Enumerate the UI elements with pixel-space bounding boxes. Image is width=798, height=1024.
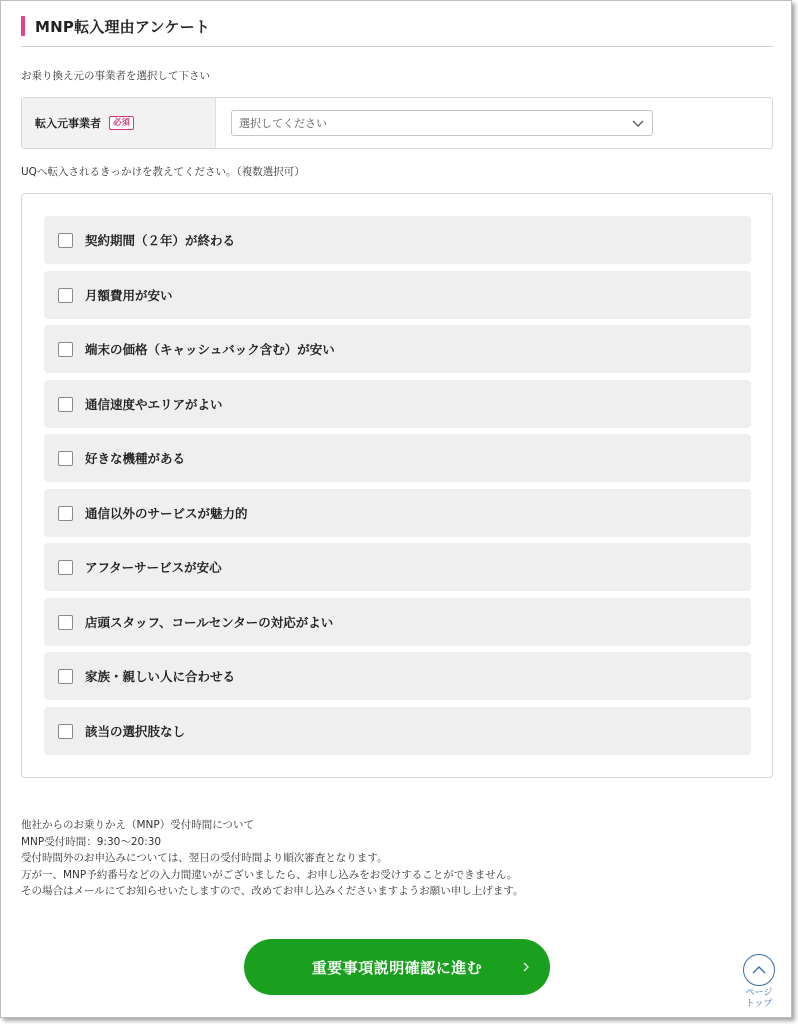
- notice-line: 他社からのお乗りかえ（MNP）受付時間について: [21, 819, 255, 831]
- reason-option[interactable]: [44, 434, 751, 482]
- chevron-right-icon: [520, 960, 532, 974]
- mnp-hours-notice: [21, 817, 761, 900]
- carrier-field-row: [21, 97, 773, 149]
- reason-option-label: 月額費用が安い: [85, 288, 173, 303]
- checkbox[interactable]: [58, 397, 73, 412]
- checkbox[interactable]: [58, 342, 73, 357]
- notice-line: 受付時間外のお申込みについては、翌日の受付時間より順次審査となります。: [21, 852, 388, 864]
- carrier-select[interactable]: [231, 110, 653, 136]
- reason-option-label: 該当の選択肢なし: [85, 724, 186, 739]
- reason-option[interactable]: [44, 271, 751, 319]
- checkbox[interactable]: [58, 669, 73, 684]
- carrier-field-label: 転入元事業者: [35, 117, 101, 130]
- proceed-button[interactable]: [244, 939, 550, 995]
- notice-line: その場合はメールにてお知らせいたしますので、改めてお申し込みくださいますようお願い申し上げます。: [21, 885, 524, 897]
- reason-option-label: 通信以外のサービスが魅力的: [85, 506, 248, 521]
- reason-option-label: 店頭スタッフ、コールセンターの対応がよい: [85, 615, 334, 630]
- chevron-down-icon: [631, 116, 645, 130]
- page-top-circle: [743, 954, 775, 986]
- page-title: MNP転入理由アンケート: [35, 18, 210, 36]
- reason-option-label: 好きな機種がある: [85, 451, 186, 466]
- page-top-label-line2: トップ: [745, 999, 773, 1009]
- carrier-prompt: お乗り換え元の事業者を選択して下さい: [21, 70, 210, 82]
- reason-option[interactable]: [44, 380, 751, 428]
- checkbox[interactable]: [58, 724, 73, 739]
- reason-options-panel: [21, 193, 773, 778]
- chevron-up-icon: [751, 964, 767, 976]
- required-badge: 必須: [109, 116, 134, 131]
- checkbox[interactable]: [58, 615, 73, 630]
- reason-option[interactable]: [44, 325, 751, 373]
- reason-prompt: UQへ転入されるきっかけを教えてください。（複数選択可）: [21, 166, 305, 178]
- notice-line: MNP受付時間：9:30〜20:30: [21, 835, 162, 848]
- checkbox[interactable]: [58, 451, 73, 466]
- proceed-button-label: 重要事項説明確認に進む: [311, 958, 483, 977]
- checkbox[interactable]: [58, 560, 73, 575]
- page-top-button[interactable]: [739, 954, 779, 1012]
- section-header: [21, 14, 773, 47]
- carrier-select-value: 選択してください: [239, 117, 327, 130]
- reason-option[interactable]: [44, 707, 751, 755]
- reason-option-label: 家族・親しい人に合わせる: [85, 669, 236, 684]
- reason-option[interactable]: [44, 489, 751, 537]
- notice-line: 万が一、MNP予約番号などの入力間違いがございましたら、お申し込みをお受けすることができません。: [21, 868, 518, 881]
- reason-option[interactable]: [44, 652, 751, 700]
- reason-option[interactable]: [44, 543, 751, 591]
- reason-option-label: 契約期間（２年）が終わる: [85, 233, 236, 248]
- reason-option[interactable]: [44, 216, 751, 264]
- page-top-label-line1: ページ: [745, 988, 773, 998]
- checkbox[interactable]: [58, 233, 73, 248]
- reason-option[interactable]: [44, 598, 751, 646]
- checkbox[interactable]: [58, 506, 73, 521]
- accent-bar: [21, 16, 25, 36]
- reason-option-label: 通信速度やエリアがよい: [85, 397, 223, 412]
- reason-option-label: 端末の価格（キャッシュバック含む）が安い: [85, 342, 335, 357]
- carrier-field-label-cell: [22, 98, 216, 148]
- checkbox[interactable]: [58, 288, 73, 303]
- reason-option-label: アフターサービスが安心: [85, 560, 222, 575]
